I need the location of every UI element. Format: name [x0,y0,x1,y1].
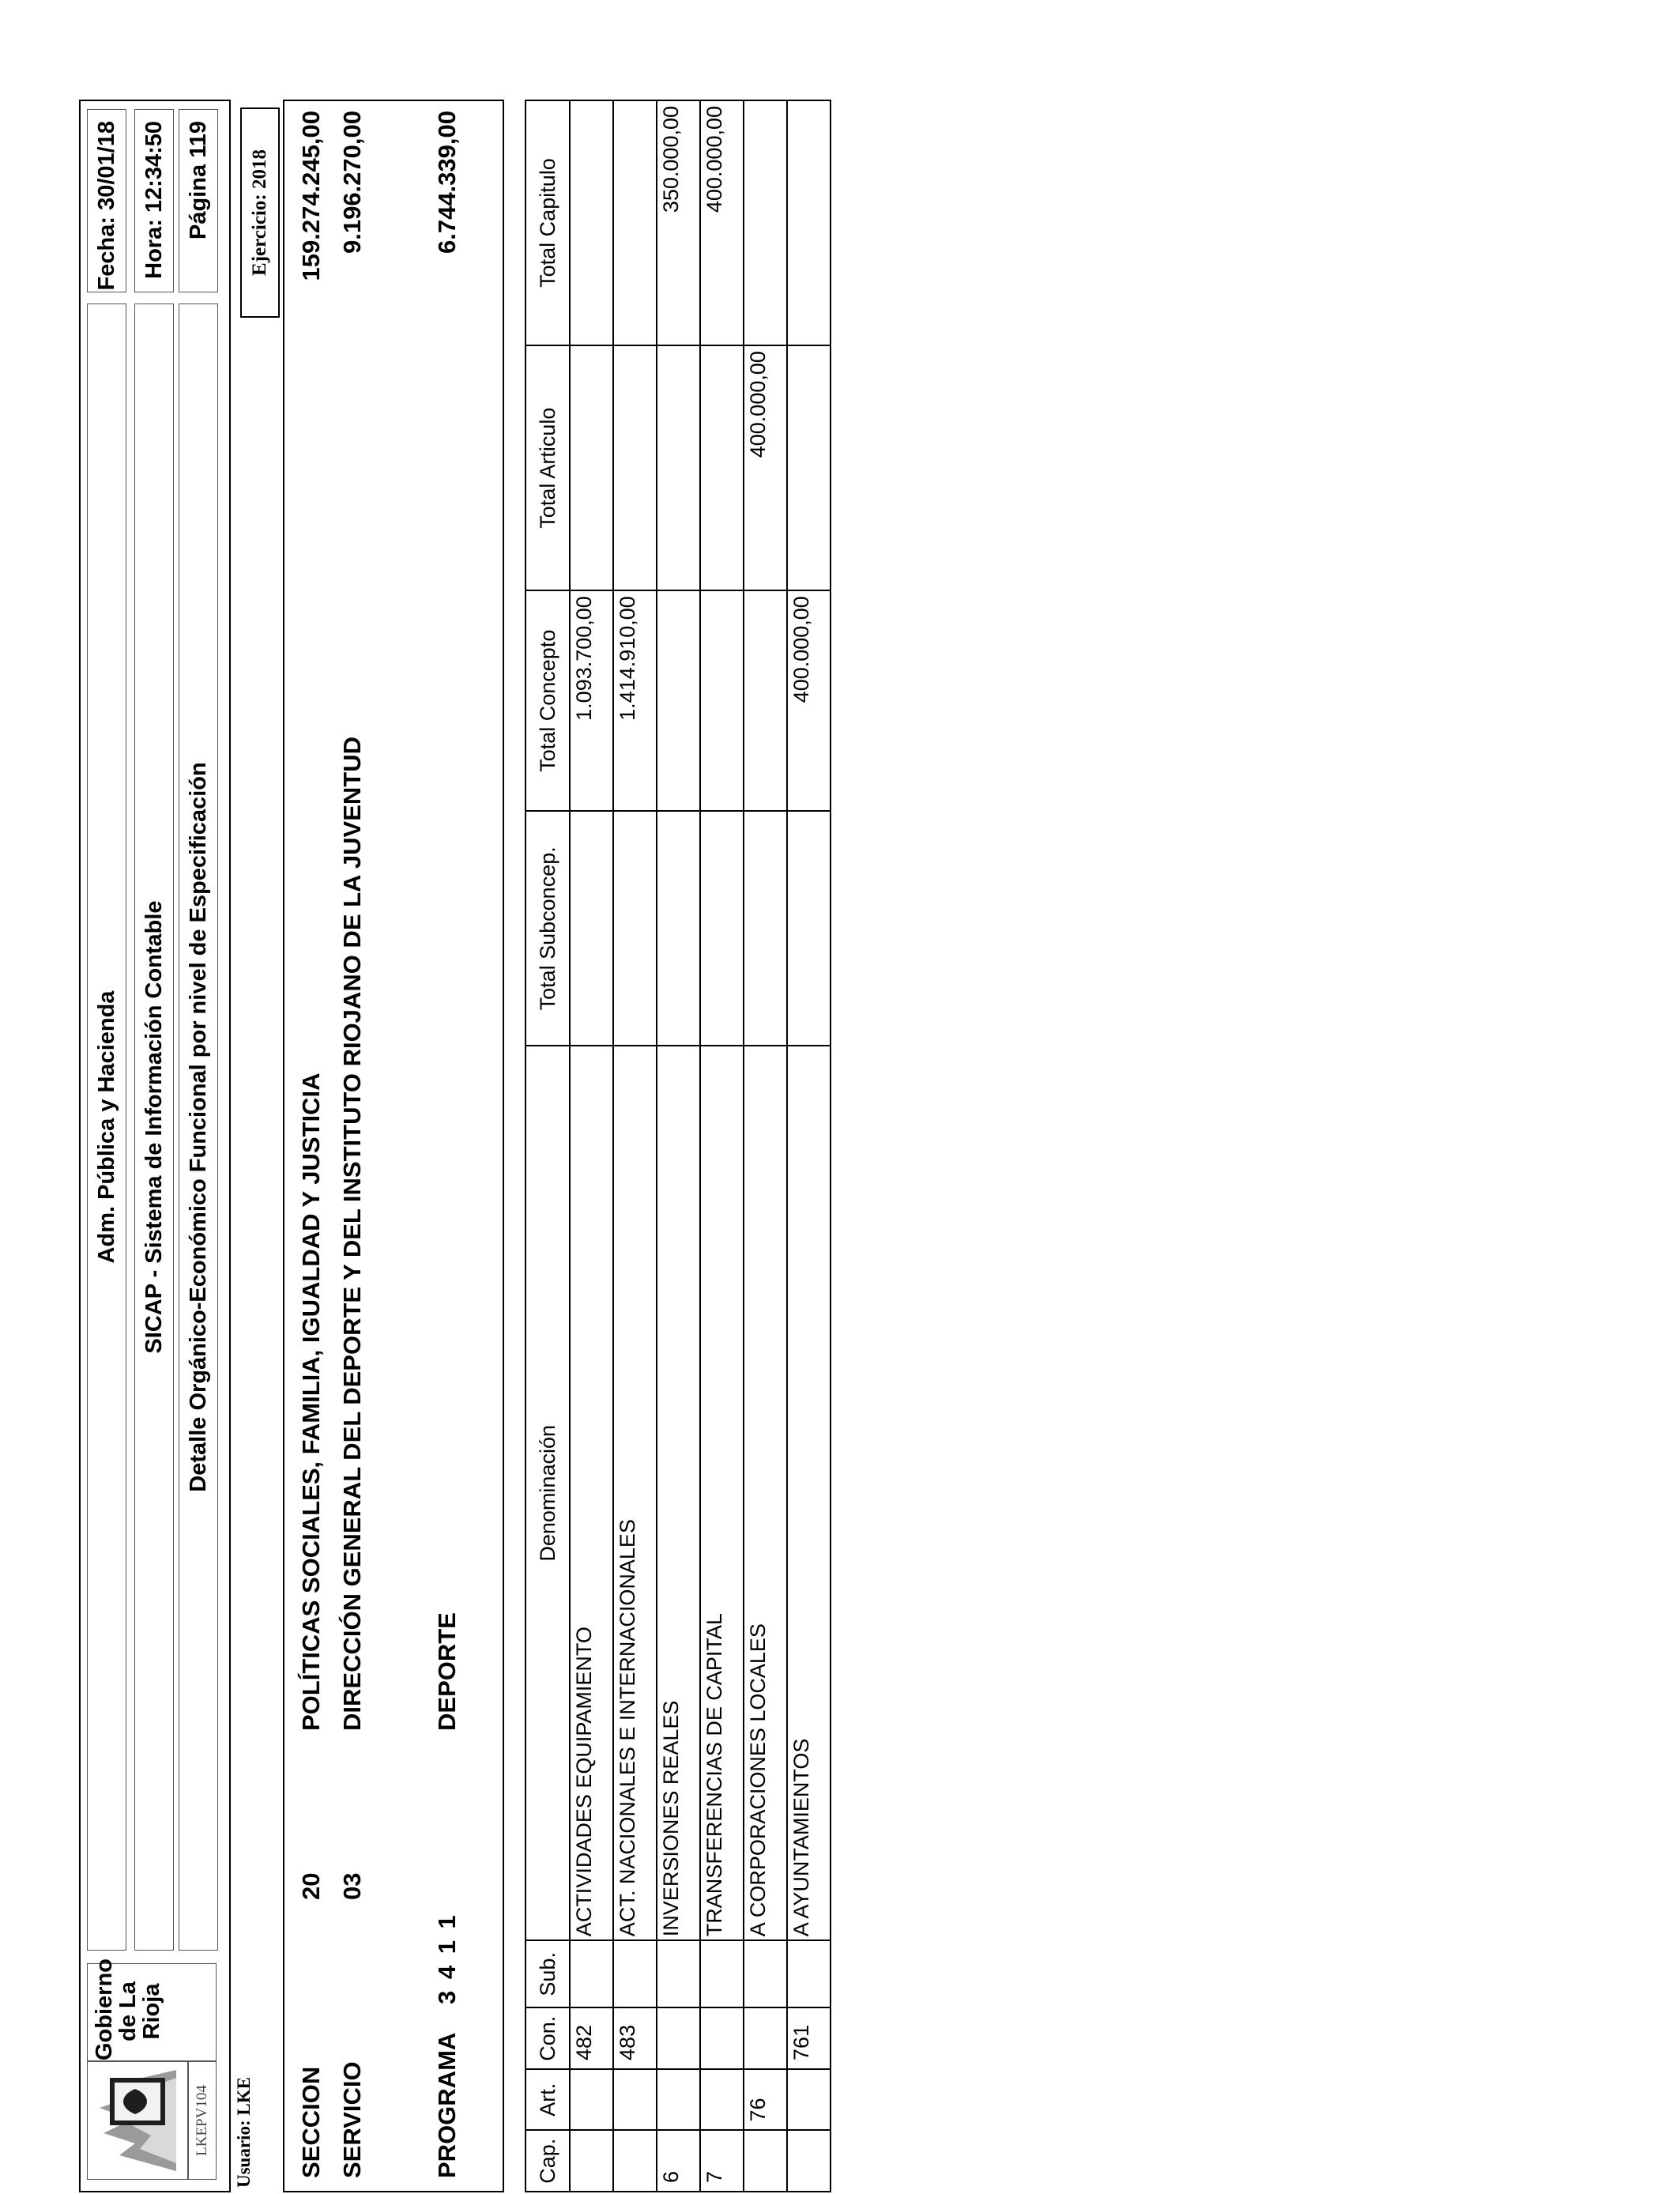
cell-denominacion: INVERSIONES REALES [657,1046,700,1940]
table-row [700,100,744,2192]
cell-sub [744,1940,787,2007]
cell-total-articulo [700,345,744,590]
programa-name: DEPORTE [433,1612,461,1731]
cell-total-concepto: 1.093.700,00 [570,590,613,811]
cell-total-capitulo [744,100,787,345]
cell-denominacion: ACT. NACIONALES E INTERNACIONALES [613,1046,657,1940]
col-header-total-capitulo: Total Capitulo [525,100,570,345]
cell-total-subconcepto [657,811,700,1046]
servicio-name: DIRECCIÓN GENERAL DEL DEPORTE Y DEL INSTITUTO RIOJANO DE LA JUVENTUD [338,737,366,1731]
cell-con: 761 [787,2007,831,2069]
cell-art [570,2069,613,2131]
cell-cap [744,2130,787,2192]
col-header-total-articulo: Total Articulo [525,345,570,590]
seccion-label: SECCION [297,2066,325,2178]
programa-label: PROGRAMA [433,2032,461,2178]
servicio-total: 9.196.270,00 [338,111,366,254]
cell-art [657,2069,700,2131]
report-title-cell [179,303,218,1951]
cell-con [700,2007,744,2069]
system-cell [134,303,174,1951]
logo-cell [87,2061,188,2180]
cell-art [613,2069,657,2131]
table-header-row [525,100,570,2192]
cell-total-capitulo: 350.000,00 [657,100,700,345]
table-row [657,100,700,2192]
report-title: Detalle Orgánico-Económico Funcional por nivel de Especificación [185,762,211,1492]
cell-denominacion: ACTIVIDADES EQUIPAMIENTO [570,1046,613,1940]
cell-total-articulo [787,345,831,590]
seccion-name: POLÍTICAS SOCIALES, FAMILIA, IGUALDAD Y JUSTICIA [297,1072,325,1731]
cell-total-capitulo [613,100,657,345]
cell-cap [613,2130,657,2192]
cell-con: 483 [613,2007,657,2069]
org-line-1: Gobierno [92,1958,117,2060]
cell-sub [570,1940,613,2007]
cell-con [744,2007,787,2069]
org-name-cell [87,1958,217,2061]
fecha-cell [87,109,126,292]
cell-total-articulo [613,345,657,590]
cell-cap: 7 [700,2130,744,2192]
cell-art: 76 [744,2069,787,2131]
seccion-code: 20 [297,1872,325,1900]
report-code-cell [188,2061,217,2180]
col-header-sub: Sub. [525,1940,570,2007]
report-code: LKEPV104 [194,2085,210,2156]
programa-total: 6.744.339,00 [433,111,461,254]
ministry-cell [87,303,126,1951]
fiscal-year: Ejercicio: 2018 [249,149,270,276]
cell-total-subconcepto [613,811,657,1046]
cell-sub [613,1940,657,2007]
cell-total-concepto [744,590,787,811]
fiscal-year-box [240,107,280,318]
cell-total-subconcepto [700,811,744,1046]
cell-art [787,2069,831,2131]
col-header-cap: Cap. [525,2130,570,2192]
servicio-code: 03 [338,1872,366,1900]
report-date: Fecha: 30/01/18 [93,121,119,291]
cell-con: 482 [570,2007,613,2069]
table-row [613,100,657,2192]
cell-total-subconcepto [570,811,613,1046]
servicio-label: SERVICIO [338,2061,366,2178]
rioja-coat-of-arms-logo [88,2064,183,2179]
cell-total-concepto: 1.414.910,00 [613,590,657,811]
table-row [744,100,787,2192]
cell-art [700,2069,744,2131]
col-header-art: Art. [525,2069,570,2131]
org-line-2: de La [115,1981,141,2041]
report-time: Hora: 12:34:50 [141,121,167,279]
cell-total-articulo: 400.000,00 [744,345,787,590]
cell-con [657,2007,700,2069]
system-title: SICAP - Sistema de Información Contable [141,900,167,1354]
cell-cap [570,2130,613,2192]
cell-sub [700,1940,744,2007]
cell-total-subconcepto [744,811,787,1046]
page-number: Página 119 [185,121,211,239]
col-header-total-subconcepto: Total Subconcep. [525,811,570,1046]
user-label: Usuario: LKE [234,2077,254,2188]
table-row [787,100,831,2192]
seccion-total: 159.274.245,00 [297,111,325,281]
cell-total-subconcepto [787,811,831,1046]
col-header-denominacion: Denominación [525,1046,570,1940]
cell-sub [657,1940,700,2007]
col-header-total-concepto: Total Concepto [525,590,570,811]
programa-code: 3 4 1 1 [433,1915,461,2004]
cell-total-articulo [570,345,613,590]
detail-table [525,100,831,2192]
ministry-title: Adm. Pública y Hacienda [93,990,119,1264]
cell-denominacion: A CORPORACIONES LOCALES [744,1046,787,1940]
cell-sub [787,1940,831,2007]
pagina-cell [179,109,218,292]
cell-total-capitulo [787,100,831,345]
cell-total-capitulo: 400.000,00 [700,100,744,345]
cell-total-capitulo [570,100,613,345]
cell-cap: 6 [657,2130,700,2192]
cell-total-concepto [657,590,700,811]
col-header-con: Con. [525,2007,570,2069]
cell-total-articulo [657,345,700,590]
cell-denominacion: TRANSFERENCIAS DE CAPITAL [700,1046,744,1940]
table-row [570,100,613,2192]
cell-total-concepto: 400.000,00 [787,590,831,811]
org-line-3: Rioja [139,1983,164,2040]
cell-total-concepto [700,590,744,811]
hora-cell [134,109,174,292]
cell-cap [787,2130,831,2192]
cell-denominacion: A AYUNTAMIENTOS [787,1046,831,1940]
